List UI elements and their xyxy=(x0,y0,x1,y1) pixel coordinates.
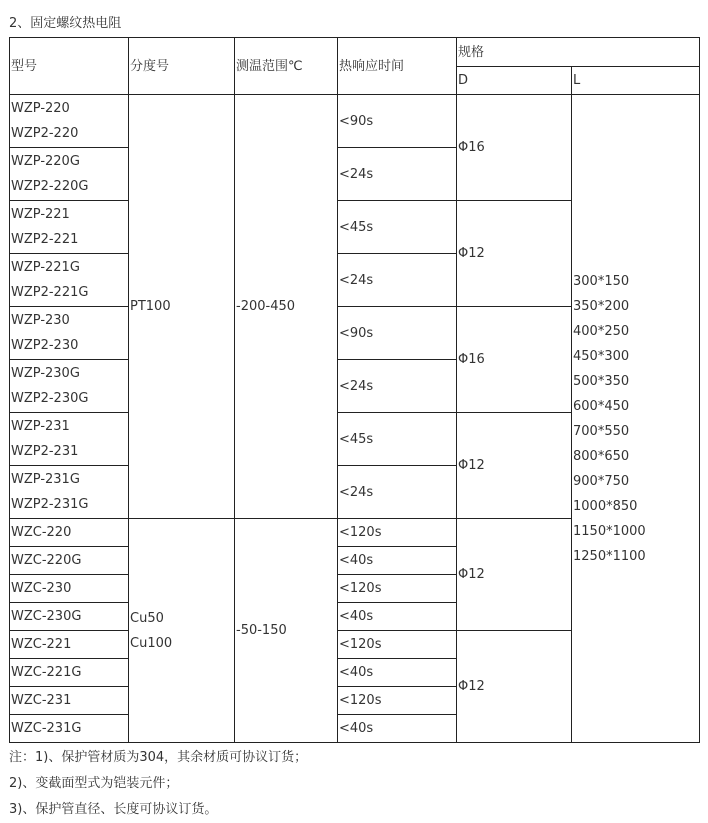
model-cell xyxy=(10,466,129,519)
length-cell-line: 500*350 xyxy=(573,373,630,389)
model-cell: WZC-221 xyxy=(10,631,129,659)
response-cell: <120s xyxy=(338,631,457,659)
model-cell xyxy=(10,95,129,148)
model-cell-line: WZP2-230 xyxy=(11,338,79,353)
header-range: 测温范围℃ xyxy=(235,38,338,95)
response-cell: <45s xyxy=(338,201,457,254)
diameter-cell: Φ16 xyxy=(457,95,572,201)
model-cell xyxy=(10,254,129,307)
response-cell: <24s xyxy=(338,254,457,307)
model-cell: WZC-230 xyxy=(10,575,129,603)
model-cell-line: WZP2-231G xyxy=(11,497,89,512)
diameter-cell: Φ12 xyxy=(457,631,572,743)
model-cell xyxy=(10,360,129,413)
response-cell: <40s xyxy=(338,715,457,743)
graduation-cell-line: Cu100 xyxy=(130,635,173,651)
range-cell: -200-450 xyxy=(235,95,338,519)
model-cell-line: WZP2-231 xyxy=(11,444,79,459)
note-line: 3)、保护管直径、长度可协议订货。 xyxy=(9,802,218,817)
spec-table xyxy=(9,37,700,743)
model-cell: WZC-220G xyxy=(10,547,129,575)
model-cell xyxy=(10,201,129,254)
model-cell: WZC-231G xyxy=(10,715,129,743)
graduation-cell-line: Cu50 xyxy=(130,610,164,626)
response-cell: <90s xyxy=(338,307,457,360)
notes xyxy=(9,745,699,823)
model-cell xyxy=(10,307,129,360)
header-graduation: 分度号 xyxy=(129,38,235,95)
graduation-cell xyxy=(129,519,235,743)
model-cell-line: WZP2-230G xyxy=(11,391,89,406)
length-cell-line: 450*300 xyxy=(573,348,630,364)
length-cell-line: 800*650 xyxy=(573,448,630,464)
model-cell: WZC-220 xyxy=(10,519,129,547)
note-line: 注：1)、保护管材质为304，其余材质可协议订货； xyxy=(9,750,308,765)
model-cell: WZC-230G xyxy=(10,603,129,631)
graduation-cell: PT100 xyxy=(129,95,235,519)
model-cell-line: WZP2-220 xyxy=(11,126,79,141)
model-cell-line: WZP-230 xyxy=(11,313,70,328)
header-spec: 规格 xyxy=(457,38,700,67)
model-cell-line: WZP2-220G xyxy=(11,179,89,194)
length-cell xyxy=(572,95,700,743)
response-cell: <24s xyxy=(338,466,457,519)
length-cell-line: 1000*850 xyxy=(573,498,638,514)
model-cell: WZC-221G xyxy=(10,659,129,687)
model-cell-line: WZP2-221G xyxy=(11,285,89,300)
response-cell: <120s xyxy=(338,687,457,715)
model-cell-line: WZP-221G xyxy=(11,260,80,275)
model-cell-line: WZP-231G xyxy=(11,472,80,487)
model-cell-line: WZP2-221 xyxy=(11,232,79,247)
response-cell: <40s xyxy=(338,659,457,687)
header-response: 热响应时间 xyxy=(338,38,457,95)
model-cell-line: WZP-220G xyxy=(11,154,80,169)
model-cell: WZC-231 xyxy=(10,687,129,715)
header-model: 型号 xyxy=(10,38,129,95)
header-l: L xyxy=(572,67,700,95)
response-cell: <24s xyxy=(338,360,457,413)
response-cell: <40s xyxy=(338,603,457,631)
header-d: D xyxy=(457,67,572,95)
model-cell-line: WZP-231 xyxy=(11,419,70,434)
length-cell-line: 600*450 xyxy=(573,398,630,414)
range-cell: -50-150 xyxy=(235,519,338,743)
model-cell xyxy=(10,413,129,466)
diameter-cell: Φ16 xyxy=(457,307,572,413)
response-cell: <120s xyxy=(338,519,457,547)
model-cell-line: WZP-220 xyxy=(11,101,70,116)
diameter-cell: Φ12 xyxy=(457,413,572,519)
length-cell-line: 1250*1100 xyxy=(573,548,646,564)
response-cell: <40s xyxy=(338,547,457,575)
note-line: 2)、变截面型式为铠装元件； xyxy=(9,776,179,791)
response-cell: <120s xyxy=(338,575,457,603)
length-cell-line: 300*150 xyxy=(573,273,630,289)
model-cell-line: WZP-230G xyxy=(11,366,80,381)
length-cell-line: 900*750 xyxy=(573,473,630,489)
length-cell-line: 400*250 xyxy=(573,323,630,339)
length-cell-line: 350*200 xyxy=(573,298,630,314)
model-cell-line: WZP-221 xyxy=(11,207,70,222)
response-cell: <45s xyxy=(338,413,457,466)
section-heading: 2、固定螺纹热电阻 xyxy=(9,16,122,31)
response-cell: <90s xyxy=(338,95,457,148)
length-cell-line: 1150*1000 xyxy=(573,523,646,539)
response-cell: <24s xyxy=(338,148,457,201)
length-cell-line: 700*550 xyxy=(573,423,630,439)
diameter-cell: Φ12 xyxy=(457,519,572,631)
model-cell xyxy=(10,148,129,201)
diameter-cell: Φ12 xyxy=(457,201,572,307)
